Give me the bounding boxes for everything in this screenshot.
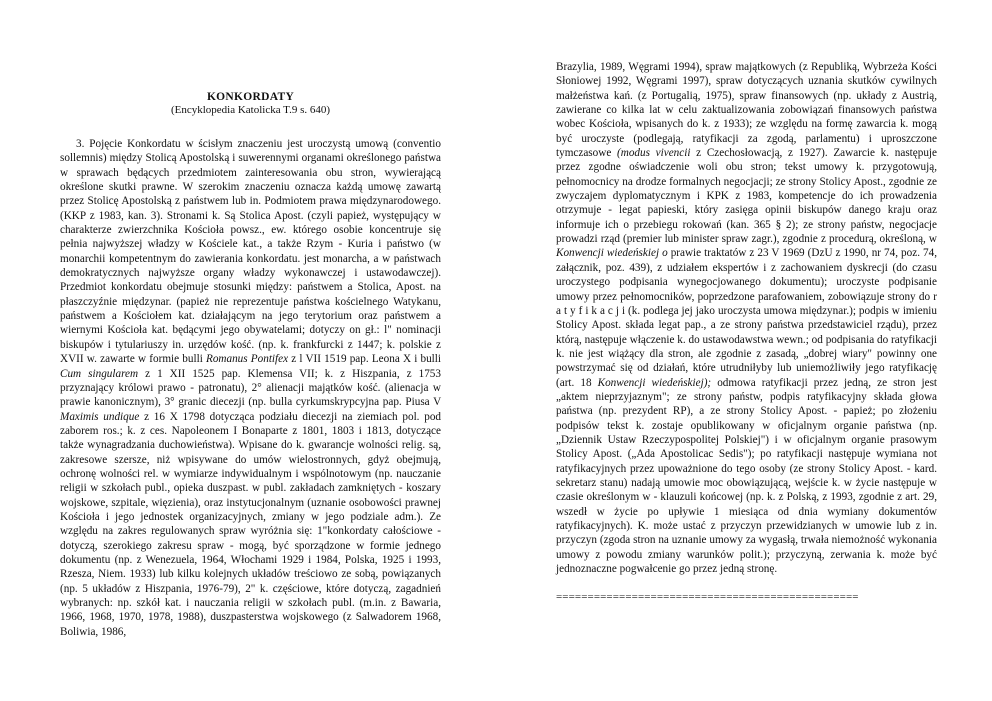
text-run: z 1 XII 1525 pap. Klemensa VII; k. z Hiszpania, z 1753 przyznający królowi prawo - patronatu), 2° alienacji majątków kość. (alienacja w prawie kanonicznym), 3° granic diecezji (np. bulla cyrkumskrypcyjna pap. Piusa V: [60, 367, 441, 409]
body-paragraph-left: [60, 137, 441, 639]
text-run: Brazylia, 1989, Węgrami 1994), spraw majątkowych (z Republiką, Wybrzeża Kości Słoniowej 1992, Węgrami 1997), spraw dotyczących uznania skutków cywilnych małżeństwa kań. (z Portugalią, 1975), spraw finansowych (np. układy z Austrią, zawierane co kilka lat w celu zaktualizowania zobowiązań finansowych państwa wobec Kościoła, wpisanych do k. z 1933); ze względu na formę zawarcia k. mogą być uroczyste (podlegają, ratyfikacji za zgodą, parlamentu) i uproszczone tymczasowe: [556, 61, 937, 160]
text-run: z l VII 1519 pap. Leona X i bulli: [291, 353, 441, 366]
document-source: (Encyklopedia Katolicka T.9 s. 640): [170, 104, 331, 116]
document-title: KONKORDATY: [206, 91, 295, 103]
italic-title: Maximis undique: [60, 410, 140, 423]
italic-title: Konwencji wiedeńskiej o: [556, 247, 668, 260]
text-run: 3. Pojęcie Konkordatu w ścisłym znaczeniu jest uroczystą umową (conventio sollemnis) między Stolicą Apostolską i suwerennymi organami określonego państwa w sprawach będących przedmiotem zainteresowania obu stron, wywierającą określone skutki prawne. W szerokim znaczeniu oznacza każdą umowę zawartą przez Stolicę Apostolską z państwem lub in. Podmiotem prawa międzynarodowego. (KKP z 1983, kan. 3). Stronami k. Są Stolica Apost. (czyli papież, występujący w charakterze zwierzchnika Kościoła powsz., ew. którego osobie koncentruje się pełnia najwyższej władzy w Kościele kat., a także Rzym - Kuria i państwo (w monarchii kompetentnym do zawierania konkordatu. jest monarcha, a w państwach demokratycznych najwyższe organy władzy wykonawczej i ustawodawczej). Przedmiot konkordatu obejmuje stosunki między: państwem a Stolica, Apost. na płaszczyźnie międzynar. (papież nie reprezentuje państwa kościelnego Watykanu, państwem a Kościołem kat. działającym na jego terytorium oraz państwem a wiernymi Kościoła kat. będącymi jego obywatelami; dotyczy on gł.: l" nominacji biskupów i tytulariuszy in. urzędów kość. (np. k. frankfurcki z 1447; k. polskie z XVII w. zawarte w formie bulli: [60, 138, 441, 366]
text-run: z Czechosłowacją, z 1927). Zawarcie k. następuje przez zgodne oświadczenie woli obu stron; tekst umowy k. przygotowują, pełnomocnicy na drodze formalnych negocjacji; ze strony Stolicy Apost., zgodnie ze zwyczajem dyplomatycznym i KPK z 1983, kompetencje do ich prowadzenia otrzymuje - legat papieski, który zasięga opinii biskupów danego kraju oraz informuje ich o przebiegu rokowań (kan. 365 § 2); ze strony państw, negocjacje prowadzi rząd (premier lub minister spraw zagr.), zgodnie z procedurą, określoną, w: [556, 147, 938, 246]
text-run: odmowa ratyfikacji przez jedną, ze stron jest „aktem nieprzyjaznym"; ze strony państw, podpis ratyfikacyjny składa głowa państwa (np. prezydent RP), a ze strony Stolicy Apost. - papież; po złożeniu podpisów tekst k. zostaje opublikowany w oficjalnym organie państwa (np. „Dziennik Ustaw Rzeczypospolitej Polskiej") i w oficjalnym organie prasowym Stolicy Apost. („Ada Apostolicac Sedis"); po ratyfikacji następuje wymiana not ratyfikacyjnych przez upoważnione do tego osoby (ze strony Stolicy Apost. - kard. sekretarz stanu) nadają umowie moc obowiązującą, wejście k. w życie następuje w czasie określonym w - klauzuli końcowej (np. k. z Polską, z 1993, zgodnie z art. 29, wszedł w życie po upływie 1 miesiąca od dnia wymiany dokumentów ratyfikacyjnych). K. może ustać z przyczyn przewidzianych w umowie lub z in. przyczyn (zgoda stron na uznanie umowy za wygasłą, trwała niemożność wykonania umowy z powodu zmiany warunków polit.); przyczyną, zerwania k. może być jednoznaczne pogwałcenie go przez jedną stronę.: [556, 376, 938, 576]
italic-title: Cum singularem: [60, 367, 139, 380]
separator-line: ================================================: [556, 591, 859, 603]
italic-title: Konwencji wiedeńskiej);: [597, 376, 712, 389]
text-run: z 16 X 1798 dotycząca podziału diecezji na ziemiach pol. pod zaborem ros.; k. z ces. Napoleonem I Bonaparte z 1801, 1803 i 1813, dotyczące także wynagradzania duchowieństwa). Wpisane do k. gwarancje wolności relig. są, zakresowe szersze, niż wpisywane do umów wielostronnych, gdyż obejmują, ochronę wolności rel. w wymiarze indywidualnym i wspólnotowym (np. nauczanie religii w szkołach publ., opieka duszpast. w publ. zakładach zamkniętych - koszary wojskowe, szpitale, więzienia), oraz instytucjonalnym (uznanie osobowości prawnej Kościoła i jego jednostek organizacyjnych, zmiany w jego podziale adm.). Ze względu na zakres regulowanych spraw wyróżnia się: 1"konkordaty całościowe - dotyczą, szerokiego zakresu spraw - mogą, być sporządzone w formie jednego dokumentu (np. z Wenezuela, 1964, Włochami 1929 i 1984, Polska, 1925 i 1993, Rzesza, Niem. 1933) lub kilku kolejnych układów treściowo ze sobą, powiązanych (np. 5 układów z Hiszpania, 1976-79), 2" k. częściowe, które dotyczą, zagadnień wybranych: np. szkół kat. i nauczania religii w szkołach publ. (m.in. z Bawaria, 1966, 1968, 1970, 1978, 1988), duszpasterstwa wojskowego (z Salwadorem 1968, Boliwia, 1986,: [60, 410, 442, 638]
italic-title: Romanus Pontifex: [205, 353, 289, 366]
text-run: prawie traktatów z 23 V 1969 (DzU z 1990, nr 74, poz. 74, załącznik, poz. 439), z udziałem ekspertów i z zachowaniem dyskrecji (do czasu uroczystego podpisania wynegocjowanego dokumentu); uroczyste podpisanie umowy przez pełnomocników, poprzedzone parafowaniem, zobowiązuje strony do r a t y f i k a c j i (k. podlega jej jako uroczysta umowa międzynar.); podpis w imieniu Stolicy Apost. składa legat pap., a ze strony państwa przedstawiciel rządu), przez którą, następuje włączenie k. do ustawodawstwa wewn.; od podpisania do ratyfikacji k. nie jest wiążący dla stron, ale zgodnie z zasadą, „dobrej wiary" powinny one powstrzymać się od działań, które utrudniłyby lub uniemożliwiły jego ratyfikację (art. 18: [556, 247, 937, 389]
document-header: [60, 90, 441, 117]
italic-term: (modus vivencii: [617, 147, 691, 160]
body-paragraph-right: [556, 60, 937, 576]
